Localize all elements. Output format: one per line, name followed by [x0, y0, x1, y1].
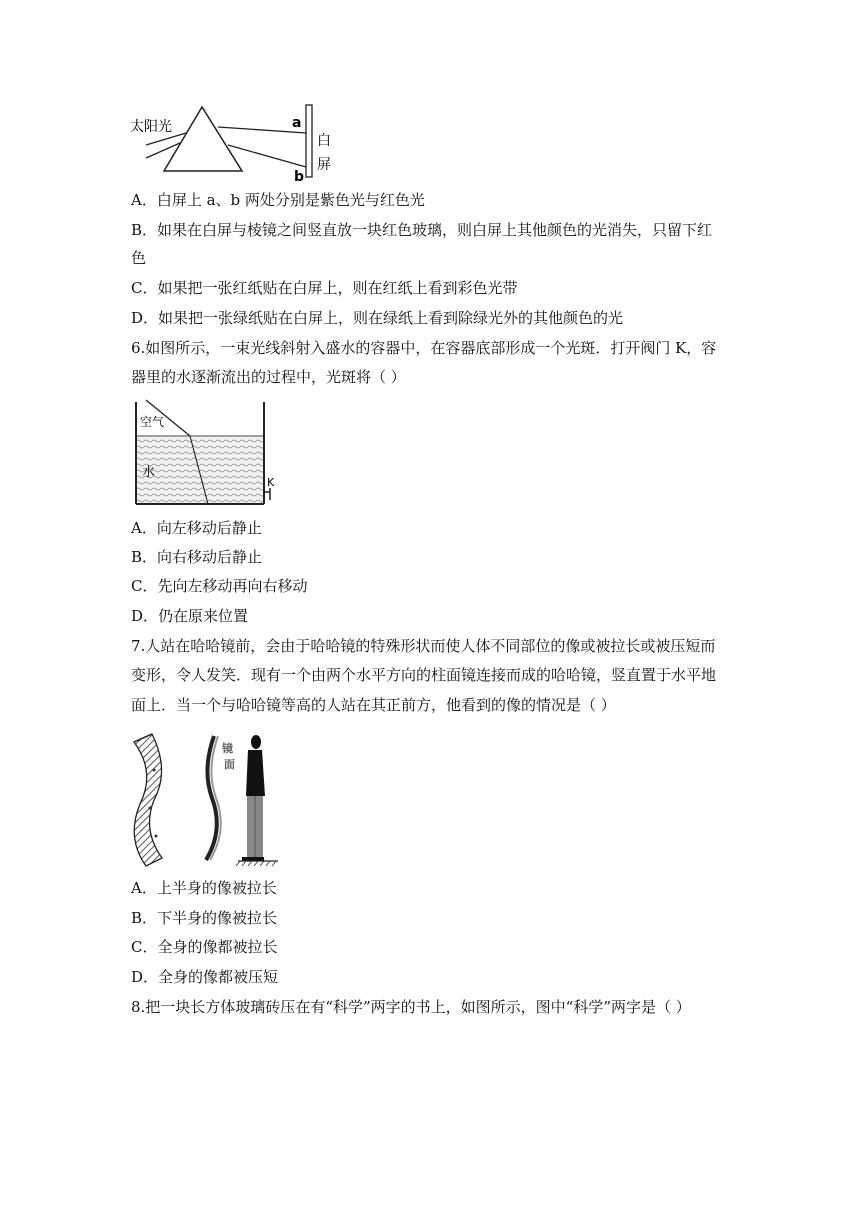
screen-label-1: 白: [317, 133, 331, 149]
point-b-label: b: [294, 169, 305, 183]
q5-option-c: C．如果把一张红纸贴在白屏上，则在红纸上看到彩色光带: [131, 279, 518, 297]
q6-stem-line-1: 6.如图所示，一束光线斜射入盛水的容器中，在容器底部形成一个光斑．打开阀门 K，容: [131, 339, 717, 357]
q5-option-b: B．如果在白屏与棱镜之间竖直放一块红色玻璃，则白屏上其他颜色的光消失，只留下红: [131, 221, 713, 239]
q5-option-b-cont: 色: [131, 249, 147, 267]
q7-option-c: C．全身的像都被拉长: [131, 938, 278, 956]
q7-option-d: D．全身的像都被压短: [131, 968, 279, 986]
q7-stem-line-3: 面上．当一个与哈哈镜等高的人站在其正前方，他看到的像的情况是（ ）: [131, 696, 616, 714]
q6-option-d: D．仍在原来位置: [131, 607, 249, 625]
person-icon: [242, 735, 265, 861]
air-label: 空气: [140, 415, 165, 429]
mirror-label-1: 镜: [222, 742, 233, 755]
q6-option-c: C．先向左移动再向右移动: [131, 577, 308, 595]
q6-option-a: A．向左移动后静止: [131, 519, 262, 537]
q5-option-d: D．如果把一张绿纸贴在白屏上，则在绿纸上看到除绿光外的其他颜色的光: [131, 309, 624, 327]
prism-figure: [128, 103, 338, 183]
sunlight-label: 太阳光: [130, 119, 172, 135]
q7-option-a: A．上半身的像被拉长: [131, 879, 277, 897]
water-container-figure: [128, 396, 278, 510]
screen-label-2: 屏: [317, 157, 331, 173]
q5-option-a: A．白屏上 a、b 两处分别是紫色光与红色光: [131, 191, 425, 209]
point-a-label: a: [292, 115, 302, 131]
q7-stem-line-1: 7.人站在哈哈镜前，会由于哈哈镜的特殊形状而使人体不同部位的像或被拉长或被压短而: [131, 637, 716, 655]
mirror-label-2: 面: [224, 758, 235, 771]
q7-stem-line-2: 变形，令人发笑．现有一个由两个水平方向的柱面镜连接而成的哈哈镜，竖直置于水平地: [131, 666, 717, 684]
q7-option-b: B．下半身的像被拉长: [131, 909, 278, 927]
valve-label: K: [267, 476, 275, 489]
q6-stem-line-2: 器里的水逐渐流出的过程中，光斑将（ ）: [131, 368, 406, 386]
q6-option-b: B．向右移动后静止: [131, 548, 263, 566]
funhouse-mirror-figure: [128, 730, 278, 870]
q8-stem-line-1: 8.把一块长方体玻璃砖压在有“科学”两字的书上，如图所示，图中“科学”两字是（ ）: [131, 998, 691, 1016]
water-label: 水: [142, 465, 156, 480]
